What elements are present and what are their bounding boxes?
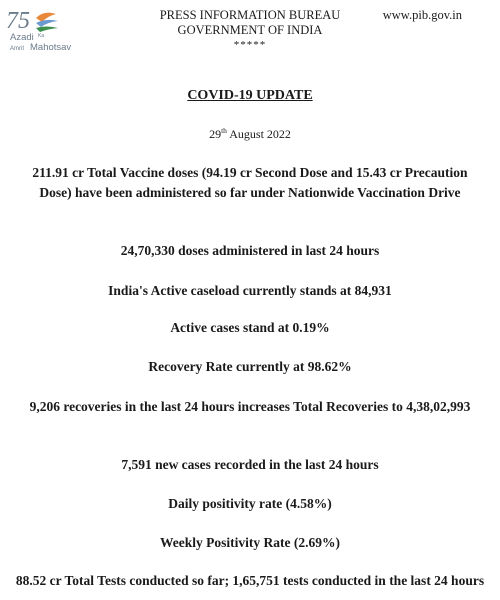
item-recoveries: 9,206 recoveries in the last 24 hours increases Total Recoveries to 4,38,02,993 [29, 399, 471, 414]
item-vaccine-doses: 211.91 cr Total Vaccine doses (94.19 cr Second Dose and 15.43 cr Precaution Dose) have been administered so far under Nationwide Vaccination Drive [32, 165, 468, 200]
date-month-year: August 2022 [226, 127, 291, 141]
logo-numeral: 75 [6, 8, 30, 34]
logo-word-azadi: Azadi [10, 32, 34, 43]
item-daily-positivity: Daily positivity rate (4.58%) [168, 496, 332, 511]
item-active-caseload: India's Active caseload currently stands at 84,931 [108, 283, 392, 298]
page-title: COVID-19 UPDATE [187, 88, 313, 103]
release-date [0, 126, 500, 142]
logo-word-mahotsav: Mahotsav [30, 42, 72, 53]
org-government: GOVERNMENT OF INDIA [177, 23, 323, 37]
website-link[interactable]: www.pib.gov.in [382, 8, 462, 22]
item-total-tests: 88.52 cr Total Tests conducted so far; 1,65,751 tests conducted in the last 24 hours [15, 573, 485, 588]
item-doses-24h: 24,70,330 doses administered in last 24 hours [120, 243, 380, 258]
date-day: 29 [209, 127, 222, 141]
date-suffix: th [221, 126, 227, 135]
org-name: PRESS INFORMATION BUREAU [159, 8, 341, 22]
item-new-cases: 7,591 new cases recorded in the last 24 hours [121, 457, 379, 472]
logo-word-amrit: Amrit [10, 46, 24, 52]
item-active-cases-percent: Active cases stand at 0.19% [170, 320, 330, 335]
item-weekly-positivity: Weekly Positivity Rate (2.69%) [160, 535, 340, 550]
logo-word-ka: Ka [38, 33, 45, 39]
header-stars: ***** [233, 39, 267, 51]
item-recovery-rate: Recovery Rate currently at 98.62% [148, 359, 352, 374]
